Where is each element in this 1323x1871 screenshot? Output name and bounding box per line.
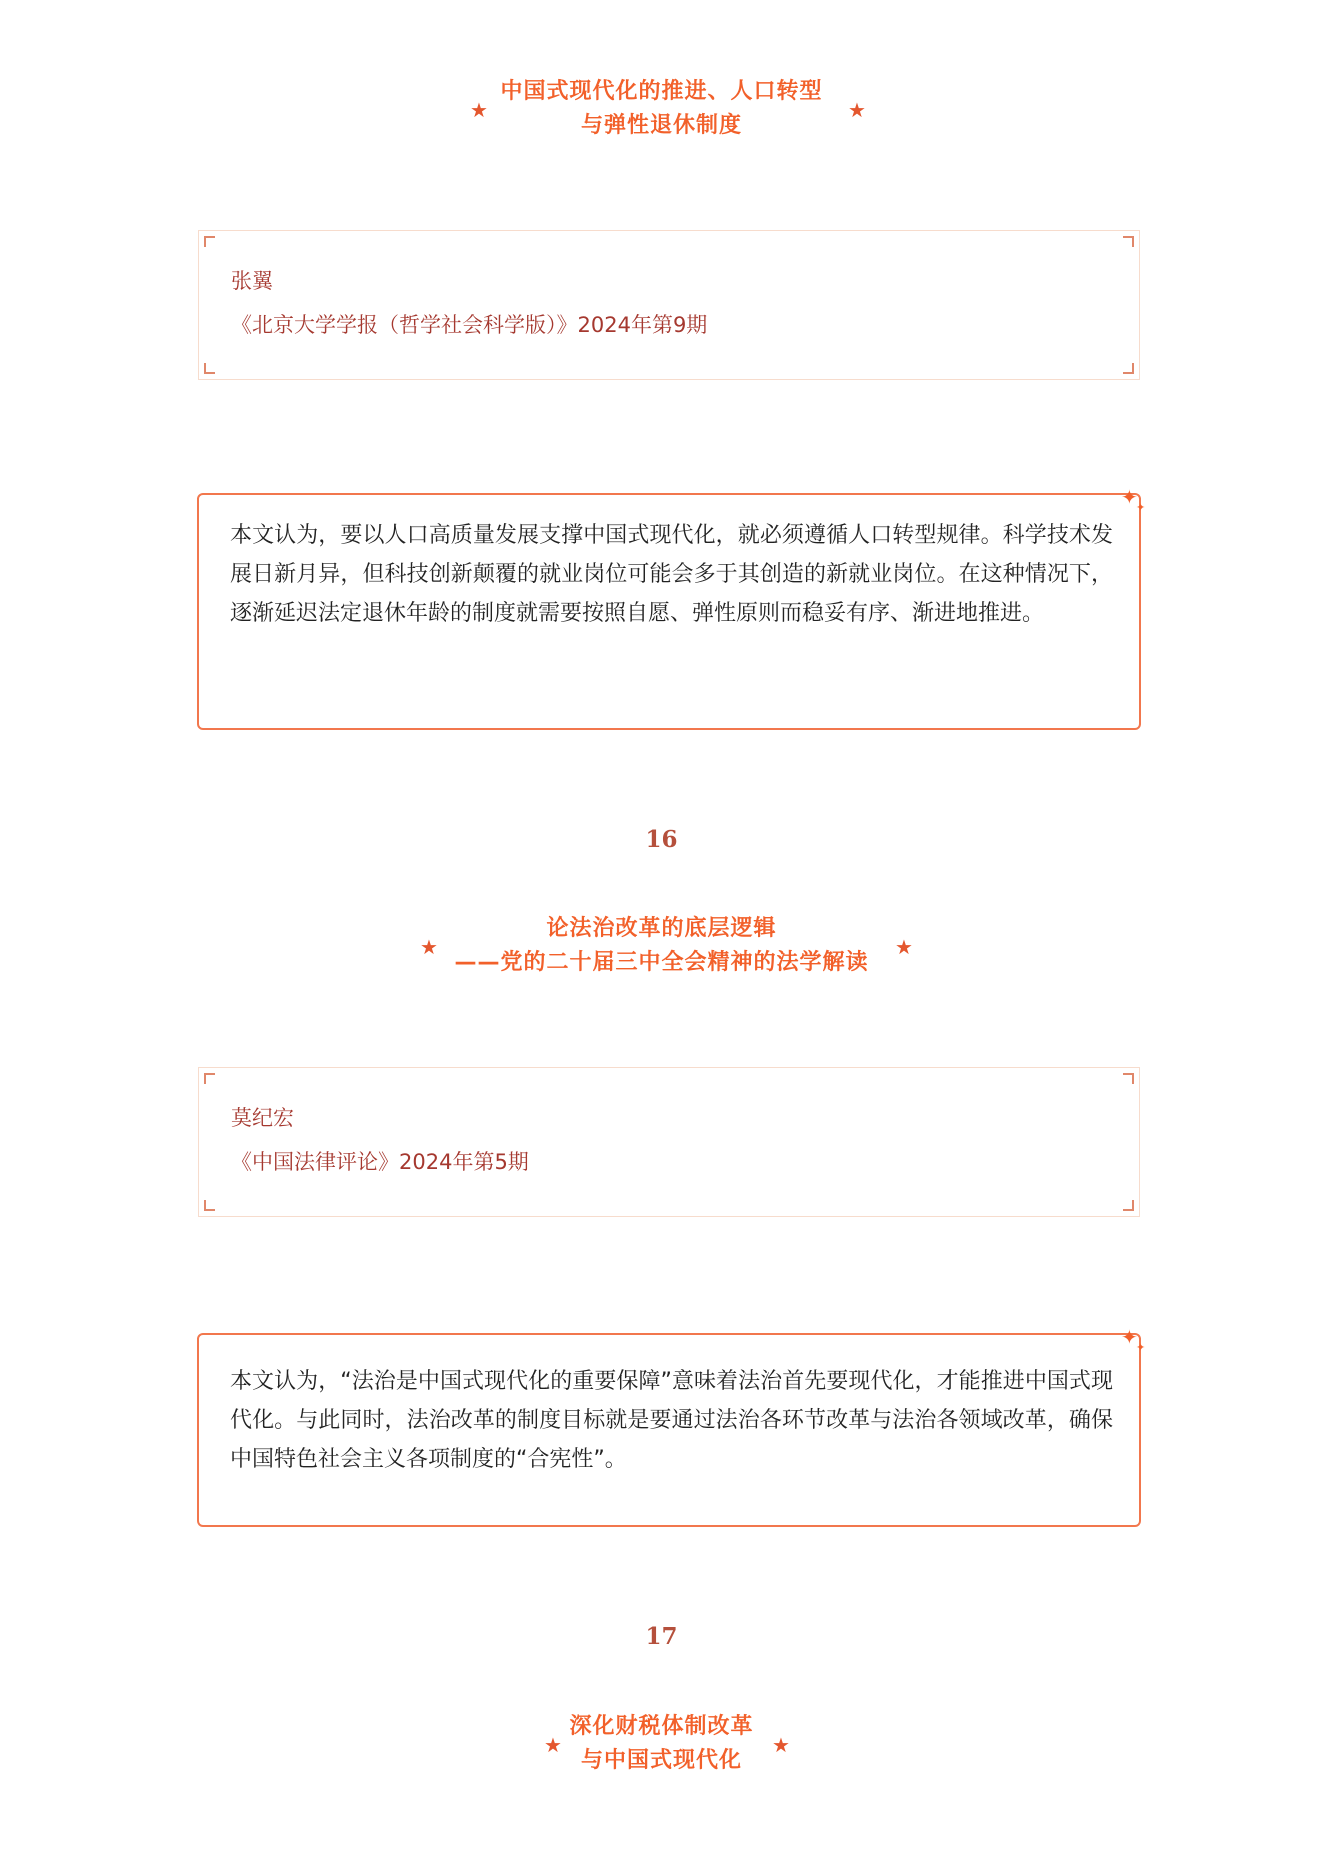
- article-title: [0, 912, 1323, 980]
- article-meta-card: [198, 1067, 1140, 1217]
- article-title-line: 与弹性退休制度: [580, 113, 742, 138]
- star-icon: ★: [772, 1733, 790, 1757]
- corner-ornament: [1123, 363, 1134, 374]
- star-icon: ★: [420, 935, 438, 959]
- article-source: 《中国法律评论》2024年第5期: [231, 1150, 529, 1174]
- article-title-line: 与中国式现代化: [580, 1748, 742, 1773]
- corner-ornament: [1123, 1200, 1134, 1211]
- article-number: 17: [645, 1623, 678, 1650]
- article-title: [0, 75, 1323, 143]
- article-title-line: 论法治改革的底层逻辑: [546, 916, 777, 941]
- sparkle-icon: ✦: [1121, 1325, 1138, 1349]
- corner-ornament: [1123, 1073, 1134, 1084]
- article-number: 16: [645, 826, 678, 853]
- star-icon: ★: [895, 935, 913, 959]
- article-abstract-card: [197, 493, 1141, 730]
- sparkle-icon: ✦: [1136, 501, 1146, 514]
- article-meta-card: [198, 230, 1140, 380]
- article-author: 莫纪宏: [231, 1106, 294, 1130]
- sparkle-icon: ✦: [1136, 1341, 1146, 1354]
- article-title-line: ——党的二十届三中全会精神的法学解读: [454, 950, 869, 975]
- article-abstract-card: [197, 1333, 1141, 1527]
- article-title-line: 中国式现代化的推进、人口转型: [500, 79, 823, 104]
- corner-ornament: [204, 1200, 215, 1211]
- article-author: 张翼: [231, 269, 273, 293]
- star-icon: ★: [544, 1733, 562, 1757]
- corner-ornament: [204, 363, 215, 374]
- corner-ornament: [1123, 236, 1134, 247]
- corner-ornament: [204, 236, 215, 247]
- article-source: 《北京大学学报（哲学社会科学版）》2024年第9期: [231, 313, 708, 337]
- star-icon: ★: [848, 98, 866, 122]
- star-icon: ★: [470, 98, 488, 122]
- article-abstract: 本文认为，“法治是中国式现代化的重要保障”意味着法治首先要现代化，才能推进中国式现代化。与此同时，法治改革的制度目标就是要通过法治各环节改革与法治各领域改革，确保中国特色社会主义各项制度的“合宪性”。: [230, 1369, 1113, 1472]
- article-abstract: 本文认为，要以人口高质量发展支撑中国式现代化，就必须遵循人口转型规律。科学技术发展日新月异，但科技创新颠覆的就业岗位可能会多于其创造的新就业岗位。在这种情况下，逐渐延迟法定退休年龄的制度就需要按照自愿、弹性原则而稳妥有序、渐进地推进。: [230, 523, 1113, 626]
- article-title: [0, 1710, 1323, 1778]
- sparkle-icon: ✦: [1121, 485, 1138, 509]
- corner-ornament: [204, 1073, 215, 1084]
- article-title-line: 深化财税体制改革: [569, 1714, 754, 1739]
